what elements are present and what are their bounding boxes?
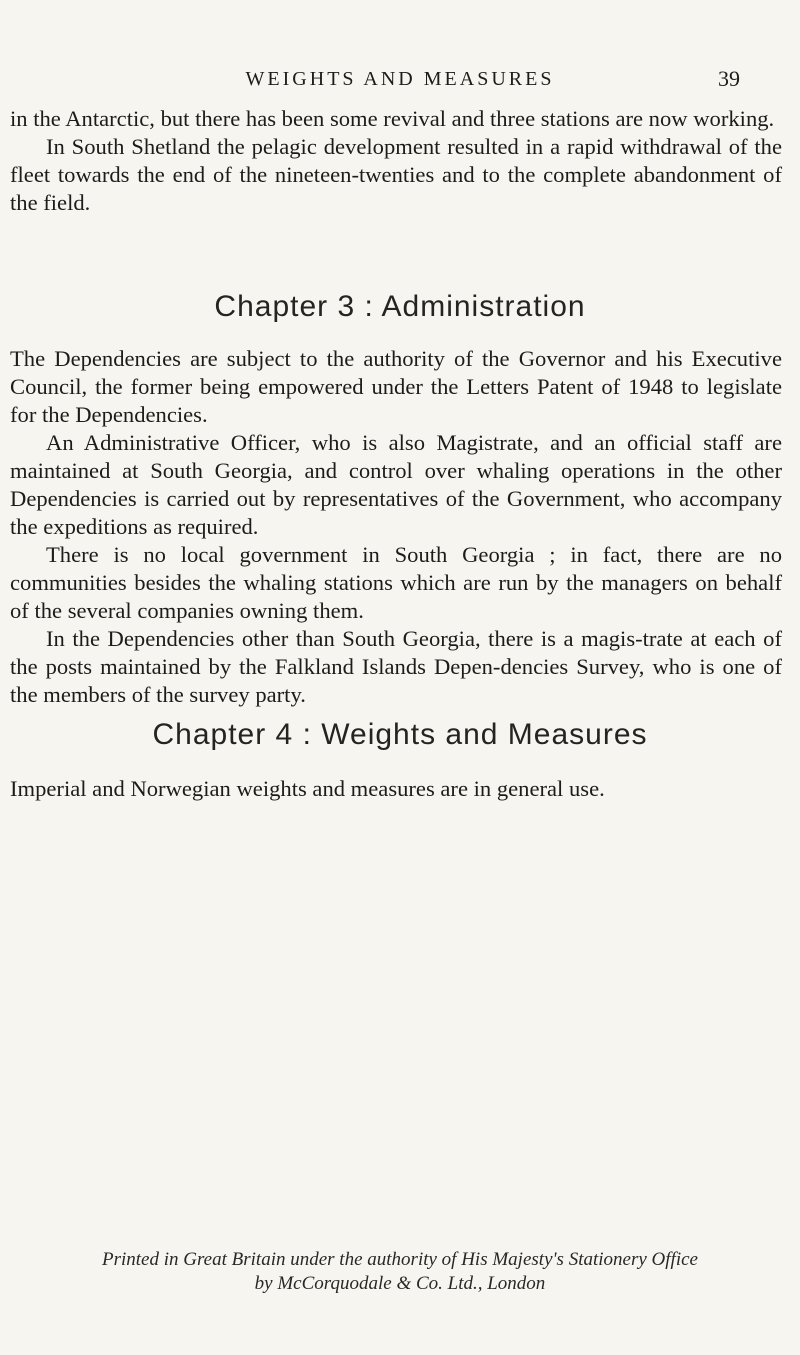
paragraph: In the Dependencies other than South Georgia, there is a magis-trate at each of the posts maintained by the Falkland Islands Depen-dencies Survey, who is one of the members of the survey party. <box>10 626 782 707</box>
paragraph: in the Antarctic, but there has been some revival and three stations are now working. <box>10 106 775 131</box>
page-number: 39 <box>718 66 740 91</box>
paragraph: An Administrative Officer, who is also Magistrate, and an official staff are maintained at South Georgia, and control over whaling operations in the other Dependencies is carried out by representatives of the Government, who accompany the expeditions as required. <box>10 430 782 539</box>
chapter-3-text <box>10 345 782 709</box>
imprint-line: by McCorquodale & Co. Ltd., London <box>254 1273 546 1294</box>
printer-imprint <box>0 1248 800 1296</box>
intro-text <box>10 105 782 217</box>
paragraph: In South Shetland the pelagic development resulted in a rapid withdrawal of the fleet towards the end of the nineteen-twenties and to the complete abandonment of the field. <box>10 134 782 215</box>
paragraph: Imperial and Norwegian weights and measures are in general use. <box>10 776 605 801</box>
paragraph: The Dependencies are subject to the authority of the Governor and his Executive Council, the former being empowered under the Letters Patent of 1948 to legislate for the Dependencies. <box>10 346 782 427</box>
chapter-3-heading: Chapter 3 : Administration <box>214 290 586 323</box>
chapter-4-text <box>10 775 782 803</box>
running-head: WEIGHTS AND MEASURES <box>245 68 555 90</box>
chapter-4-heading: Chapter 4 : Weights and Measures <box>152 718 648 751</box>
paragraph: There is no local government in South Georgia ; in fact, there are no communities besides the whaling stations which are run by the managers on behalf of the several companies owning them. <box>10 542 782 623</box>
imprint-line: Printed in Great Britain under the authority of His Majesty's Stationery Office <box>102 1249 698 1270</box>
